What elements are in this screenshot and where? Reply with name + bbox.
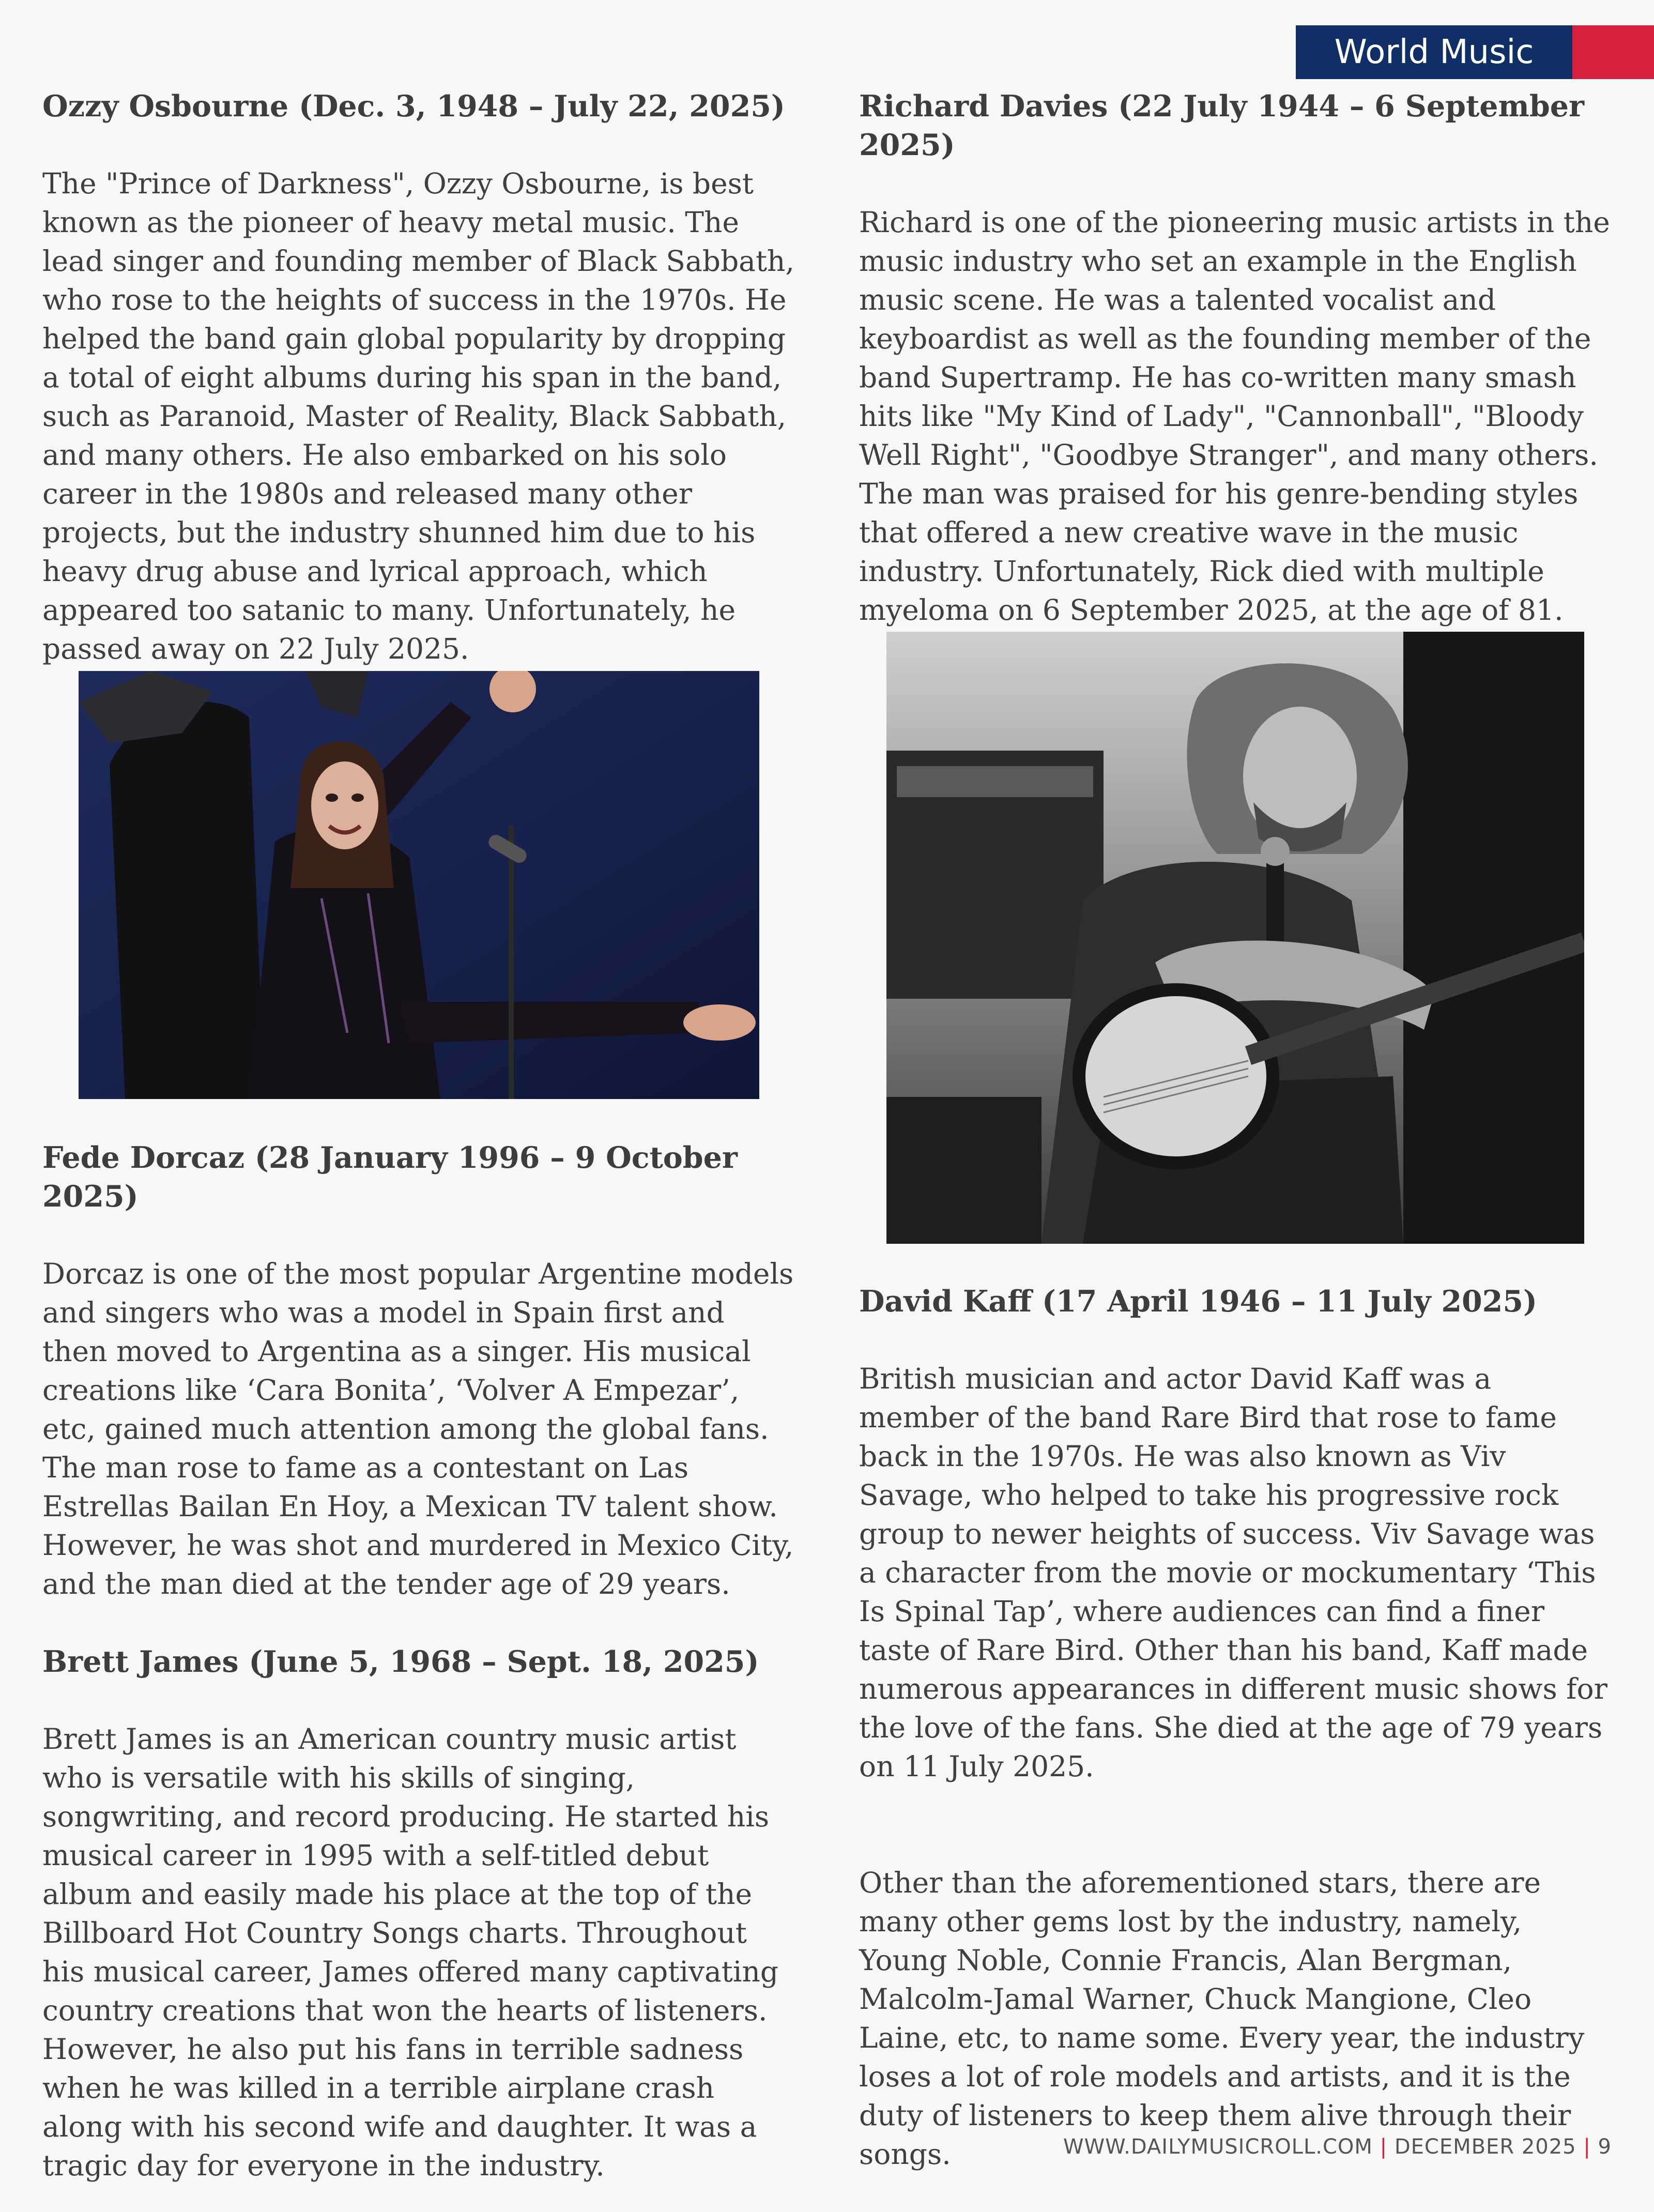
richard-heading: Richard Davies (22 July 1944 – 6 September 2025) (859, 89, 1585, 162)
footer-website: WWW.DAILYMUSICROLL.COM (1063, 2135, 1373, 2159)
brett-body: Brett James is an American country music artist who is versatile with his skills of singing, songwriting, and record producing. He started his musical career in 1995 with a self-titled debut album and easily made his place at the top of the Billboard Hot Country Songs charts. Throughout his musical career, James offered many captivating country creations that won the hearts of listeners. However, he also put his fans in terrible sadness when he was killed in a terrible airplane crash along with his second wife and daughter. It was a tragic day for everyone in the industry. (42, 1722, 779, 2182)
section-label: World Music (1296, 25, 1572, 79)
section-label-accent (1572, 25, 1654, 79)
ozzy-heading: Ozzy Osbourne (Dec. 3, 1948 – July 22, 2025) (42, 89, 785, 124)
footer-page-number: 9 (1598, 2135, 1612, 2159)
fede-heading: Fede Dorcaz (28 January 1996 – 9 October 2025) (42, 1140, 738, 1214)
footer-issue: DECEMBER 2025 (1394, 2135, 1576, 2159)
ozzy-photo (79, 671, 759, 1099)
richard-body: Richard is one of the pioneering music artists in the music industry who set an example in the English music scene. He was a talented vocalist and keyboardist as well as the founding member of the band Supertramp. He has co-written many smash hits like "My Kind of Lady", "Cannonball", "Bloody Well Right", "Goodbye Stranger", and many others. The man was praised for his genre-bending styles that offered a new creative wave in the music industry. Unfortunately, Rick died with multiple myeloma on 6 September 2025, at the age of 81. (859, 206, 1610, 627)
richard-photo (886, 632, 1584, 1244)
page-footer (1063, 2135, 1612, 2159)
footer-separator: | (1380, 2135, 1388, 2159)
left-column-lower (42, 1138, 797, 2185)
right-column (859, 87, 1614, 630)
brett-heading: Brett James (June 5, 1968 – Sept. 18, 2025) (42, 1644, 759, 1679)
right-column-lower (859, 1282, 1614, 2174)
fede-body: Dorcaz is one of the most popular Argentine models and singers who was a model in Spain first and then moved to Argentina as a singer. His musical creations like ‘Cara Bonita’, ‘Volver A Empezar’, etc, gained much attention among the global fans. The man rose to fame as a contestant on Las Estrellas Bailan En Hoy, a Mexican TV talent show. However, he was shot and murdered in Mexico City, and the man died at the tender age of 29 years. (42, 1257, 794, 1600)
closing-body: Other than the aforementioned stars, there are many other gems lost by the industry, namely, Young Noble, Connie Francis, Alan Bergman, Malcolm-Jamal Warner, Chuck Mangione, Cleo Laine, etc, to name some. Every year, the industry loses a lot of role models and artists, and it is the duty of listeners to keep them alive through their songs. (859, 1866, 1585, 2171)
david-body: British musician and actor David Kaff was a member of the band Rare Bird that rose to fame back in the 1970s. He was also known as Viv Savage, who helped to take his progressive rock group to newer heights of success. Viv Savage was a character from the movie or mockumentary ‘This Is Spinal Tap’, where audiences can find a finer taste of Rare Bird. Other than his band, Kaff made numerous appearances in different music shows for the love of the fans. She died at the age of 79 years on 11 July 2025. (859, 1362, 1607, 1783)
footer-separator-2: | (1583, 2135, 1591, 2159)
ozzy-body: The "Prince of Darkness", Ozzy Osbourne, is best known as the pioneer of heavy metal music. The lead singer and founding member of Black Sabbath, who rose to the heights of success in the 1970s. He helped the band gain global popularity by dropping a total of eight albums during his span in the band, such as Paranoid, Master of Reality, Black Sabbath, and many others. He also embarked on his solo career in the 1980s and released many other projects, but the industry shunned him due to his heavy drug abuse and lyrical approach, which appeared too satanic to many. Unfortunately, he passed away on 22 July 2025. (42, 167, 794, 665)
left-column (42, 87, 797, 668)
david-heading: David Kaff (17 April 1946 – 11 July 2025) (859, 1284, 1537, 1319)
